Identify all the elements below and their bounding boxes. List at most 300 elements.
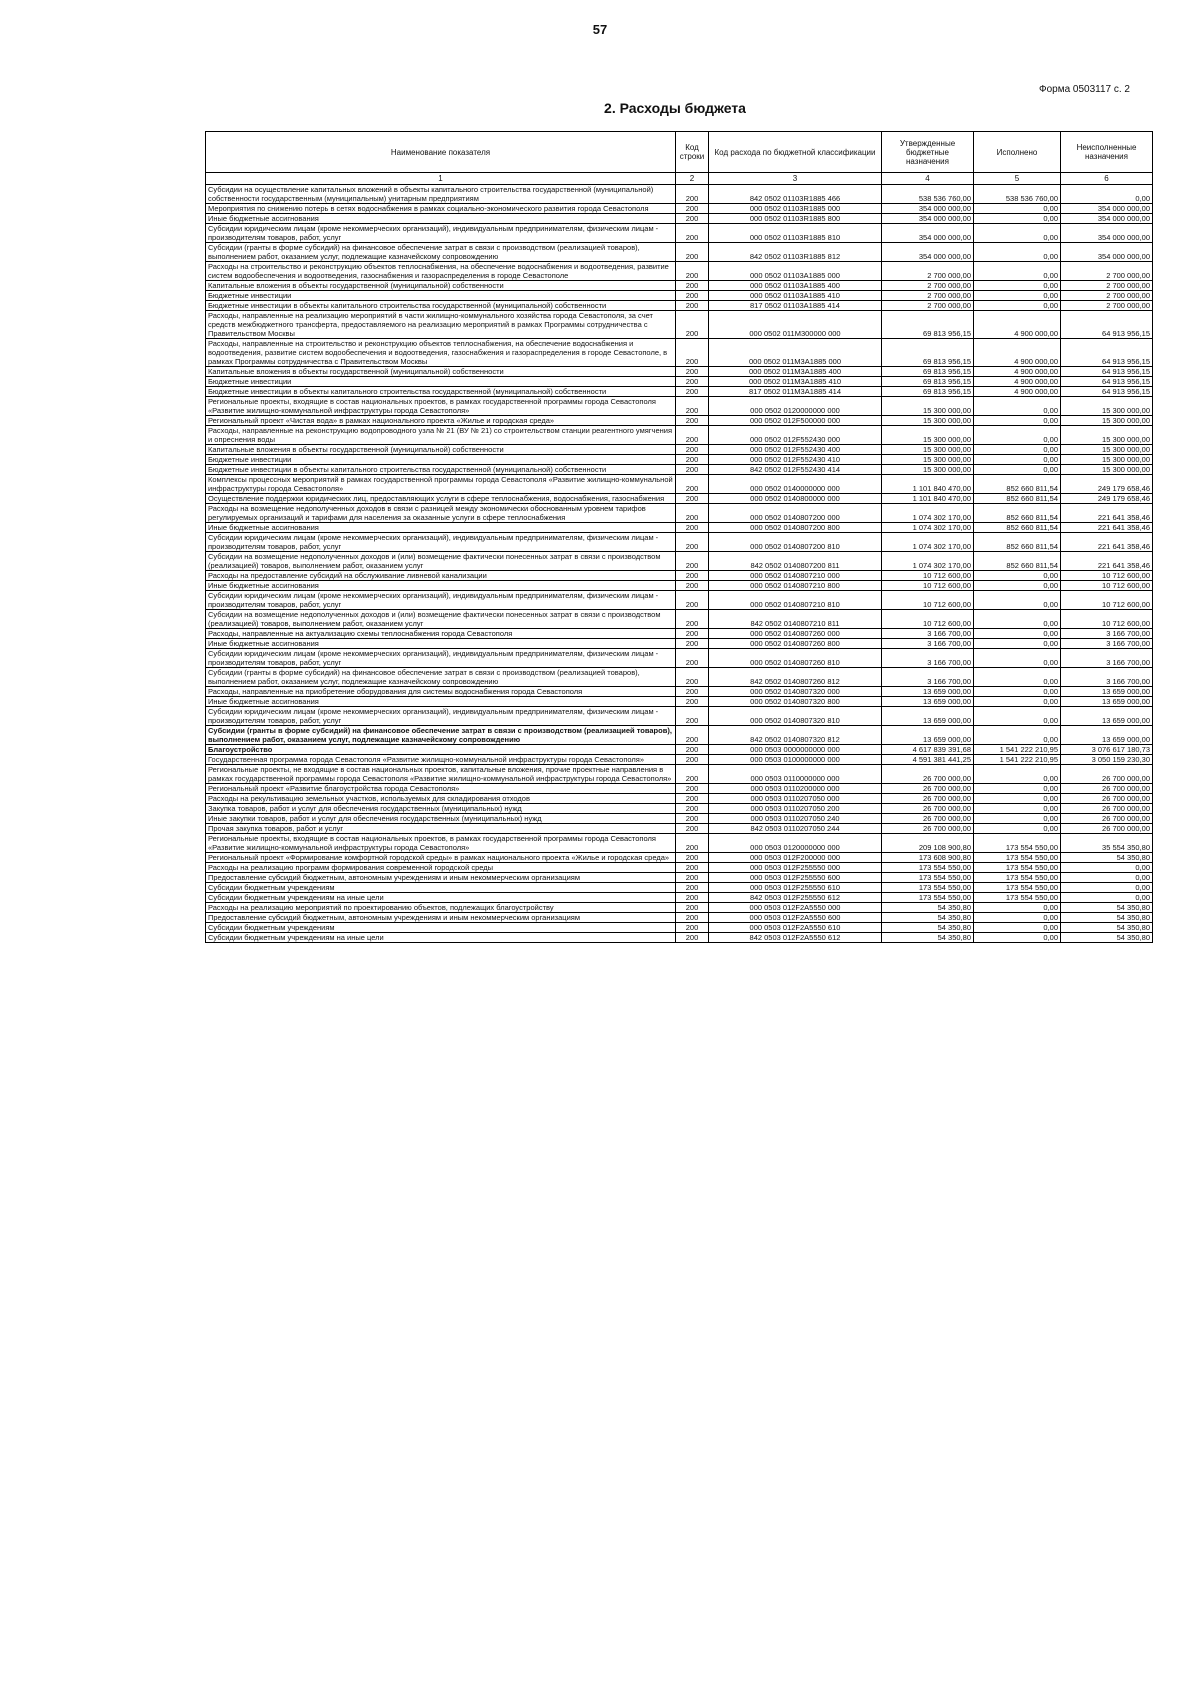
row-expense-code: 842 0502 0140807320 812 [709, 726, 882, 745]
table-row [206, 933, 1153, 943]
row-executed: 0,00 [974, 610, 1061, 629]
row-approved: 1 101 840 470,00 [882, 475, 974, 494]
row-line-code: 200 [676, 923, 709, 933]
column-number: 2 [676, 173, 709, 185]
row-executed: 0,00 [974, 291, 1061, 301]
header-expense-code: Код расхода по бюджетной классификации [709, 132, 882, 173]
table-row [206, 923, 1153, 933]
row-name: Расходы на реализацию программ формирования современной городской среды [206, 863, 676, 873]
table-row [206, 610, 1153, 629]
table-row [206, 863, 1153, 873]
row-approved: 69 813 956,15 [882, 311, 974, 339]
row-executed: 1 541 222 210,95 [974, 745, 1061, 755]
row-line-code: 200 [676, 814, 709, 824]
row-expense-code: 000 0503 012F200000 000 [709, 853, 882, 863]
row-executed: 0,00 [974, 591, 1061, 610]
row-executed: 0,00 [974, 455, 1061, 465]
row-executed: 0,00 [974, 465, 1061, 475]
row-approved: 173 554 550,00 [882, 893, 974, 903]
row-line-code: 200 [676, 397, 709, 416]
row-expense-code: 000 0502 011М3А1885 410 [709, 377, 882, 387]
row-unexecuted: 0,00 [1061, 883, 1153, 893]
row-expense-code: 000 0502 0140807200 810 [709, 533, 882, 552]
row-expense-code: 000 0503 012F2А5550 000 [709, 903, 882, 913]
table-row [206, 883, 1153, 893]
row-unexecuted: 2 700 000,00 [1061, 262, 1153, 281]
row-line-code: 200 [676, 903, 709, 913]
row-approved: 10 712 600,00 [882, 581, 974, 591]
row-name: Мероприятия по снижению потерь в сетях водоснабжения в рамках социально-экономического развития города Севастополя [206, 204, 676, 214]
row-name: Иные бюджетные ассигнования [206, 639, 676, 649]
row-unexecuted: 26 700 000,00 [1061, 814, 1153, 824]
row-line-code: 200 [676, 185, 709, 204]
row-unexecuted: 15 300 000,00 [1061, 426, 1153, 445]
row-line-code: 200 [676, 367, 709, 377]
row-line-code: 200 [676, 571, 709, 581]
row-executed: 0,00 [974, 214, 1061, 224]
row-name: Осуществление поддержки юридических лиц, предоставляющих услуги в сфере теплоснабжения, водоснабжения, газоснабжения [206, 494, 676, 504]
row-unexecuted: 26 700 000,00 [1061, 824, 1153, 834]
row-line-code: 200 [676, 629, 709, 639]
table-row [206, 794, 1153, 804]
row-approved: 26 700 000,00 [882, 824, 974, 834]
row-line-code: 200 [676, 863, 709, 873]
row-expense-code: 000 0502 01103R1885 000 [709, 204, 882, 214]
row-approved: 54 350,80 [882, 913, 974, 923]
table-row [206, 804, 1153, 814]
row-executed: 4 900 000,00 [974, 377, 1061, 387]
row-expense-code: 000 0502 0140800000 000 [709, 494, 882, 504]
row-name: Бюджетные инвестиции в объекты капитального строительства государственной (муниципальной) собственности [206, 387, 676, 397]
row-name: Иные закупки товаров, работ и услуг для обеспечения государственных (муниципальных) нужд [206, 814, 676, 824]
table-header-row [206, 132, 1153, 173]
row-line-code: 200 [676, 893, 709, 903]
row-name: Расходы на предоставление субсидий на обслуживание ливневой канализации [206, 571, 676, 581]
row-line-code: 200 [676, 639, 709, 649]
row-name: Благоустройство [206, 745, 676, 755]
row-expense-code: 817 0502 01103A1885 414 [709, 301, 882, 311]
row-name: Региональный проект «Формирование комфортной городской среды» в рамках национального проекта «Жилье и городская среда» [206, 853, 676, 863]
row-unexecuted: 0,00 [1061, 863, 1153, 873]
table-column-number-row [206, 173, 1153, 185]
row-approved: 54 350,80 [882, 933, 974, 943]
row-executed: 0,00 [974, 445, 1061, 455]
row-executed: 0,00 [974, 913, 1061, 923]
table-row [206, 726, 1153, 745]
row-line-code: 200 [676, 281, 709, 291]
row-name: Субсидии (гранты в форме субсидий) на финансовое обеспечение затрат в связи с производством (реализацией товаров), выполнением работ, оказанием услуг, подлежащие казначейскому сопровождению [206, 668, 676, 687]
table-row [206, 475, 1153, 494]
row-executed: 0,00 [974, 804, 1061, 814]
table-row [206, 224, 1153, 243]
row-line-code: 200 [676, 933, 709, 943]
row-unexecuted: 54 350,80 [1061, 903, 1153, 913]
table-row [206, 853, 1153, 863]
table-row [206, 814, 1153, 824]
row-approved: 173 608 900,80 [882, 853, 974, 863]
row-approved: 54 350,80 [882, 903, 974, 913]
row-expense-code: 000 0503 012F2А5550 610 [709, 923, 882, 933]
row-name: Субсидии бюджетным учреждениям [206, 883, 676, 893]
row-executed: 0,00 [974, 281, 1061, 291]
row-approved: 15 300 000,00 [882, 465, 974, 475]
table-row [206, 533, 1153, 552]
row-approved: 15 300 000,00 [882, 397, 974, 416]
row-expense-code: 000 0502 01103A1885 400 [709, 281, 882, 291]
row-unexecuted: 26 700 000,00 [1061, 804, 1153, 814]
row-executed: 173 554 550,00 [974, 834, 1061, 853]
row-expense-code: 842 0502 01103R1885 812 [709, 243, 882, 262]
row-line-code: 200 [676, 913, 709, 923]
table-row [206, 311, 1153, 339]
row-name: Расходы на возмещение недополученных доходов в связи с разницей между экономически обоснованным уровнем тарифов регулируемых организаций и тарифами для населения за оказанные услуги в сфере теплоснабжения [206, 504, 676, 523]
row-name: Бюджетные инвестиции в объекты капитального строительства государственной (муниципальной) собственности [206, 465, 676, 475]
table-row [206, 687, 1153, 697]
row-unexecuted: 0,00 [1061, 873, 1153, 883]
row-executed: 0,00 [974, 243, 1061, 262]
table-row [206, 581, 1153, 591]
row-line-code: 200 [676, 426, 709, 445]
table-row [206, 291, 1153, 301]
row-approved: 354 000 000,00 [882, 204, 974, 214]
row-approved: 173 554 550,00 [882, 873, 974, 883]
row-unexecuted: 10 712 600,00 [1061, 571, 1153, 581]
row-executed: 0,00 [974, 765, 1061, 784]
row-approved: 15 300 000,00 [882, 455, 974, 465]
row-executed: 0,00 [974, 814, 1061, 824]
row-expense-code: 000 0503 0110207050 200 [709, 804, 882, 814]
table-row [206, 834, 1153, 853]
row-unexecuted: 221 641 358,46 [1061, 533, 1153, 552]
row-line-code: 200 [676, 504, 709, 523]
row-unexecuted: 15 300 000,00 [1061, 397, 1153, 416]
row-name: Иные бюджетные ассигнования [206, 214, 676, 224]
table-row [206, 416, 1153, 426]
row-line-code: 200 [676, 765, 709, 784]
row-line-code: 200 [676, 581, 709, 591]
row-approved: 3 166 700,00 [882, 649, 974, 668]
row-name: Расходы на рекультивацию земельных участков, используемых для складирования отходов [206, 794, 676, 804]
table-row [206, 893, 1153, 903]
row-name: Иные бюджетные ассигнования [206, 697, 676, 707]
row-executed: 0,00 [974, 903, 1061, 913]
table-body [206, 185, 1153, 943]
row-unexecuted: 249 179 658,46 [1061, 475, 1153, 494]
table-row [206, 765, 1153, 784]
row-approved: 173 554 550,00 [882, 863, 974, 873]
row-expense-code: 000 0502 011М300000 000 [709, 311, 882, 339]
section-title: 2. Расходы бюджета [604, 100, 746, 116]
row-line-code: 200 [676, 784, 709, 794]
row-approved: 26 700 000,00 [882, 784, 974, 794]
row-line-code: 200 [676, 668, 709, 687]
row-executed: 0,00 [974, 697, 1061, 707]
row-executed: 852 660 811,54 [974, 494, 1061, 504]
row-name: Региональные проекты, входящие в состав национальных проектов, в рамках государственной программы города Севастополя «Развитие жилищно-коммунальной инфраструктуры города Севастополя» [206, 397, 676, 416]
table-row [206, 913, 1153, 923]
row-expense-code: 000 0502 012F552430 410 [709, 455, 882, 465]
row-executed: 0,00 [974, 397, 1061, 416]
row-unexecuted: 15 300 000,00 [1061, 465, 1153, 475]
row-unexecuted: 26 700 000,00 [1061, 765, 1153, 784]
row-line-code: 200 [676, 707, 709, 726]
row-name: Прочая закупка товаров, работ и услуг [206, 824, 676, 834]
row-executed: 173 554 550,00 [974, 893, 1061, 903]
expenses-table [205, 131, 1153, 943]
row-name: Субсидии на осуществление капитальных вложений в объекты капитального строительства государственной (муниципальной) собственности государственным (муниципальным) унитарным предприятиям [206, 185, 676, 204]
row-name: Субсидии бюджетным учреждениям на иные цели [206, 933, 676, 943]
row-executed: 0,00 [974, 262, 1061, 281]
row-expense-code: 817 0502 011М3А1885 414 [709, 387, 882, 397]
row-line-code: 200 [676, 224, 709, 243]
row-name: Расходы, направленные на строительство и реконструкцию объектов теплоснабжения, на обеспечение водоснабжения и водоотведения, развитие систем водообеспечения и водоотведения, газоснабжения и газораспределения в городе Севастополе, в рамках Программы сотрудничества с Правительством Москвы [206, 339, 676, 367]
row-line-code: 200 [676, 697, 709, 707]
row-name: Комплексы процессных мероприятий в рамках государственной программы города Севастополя «Развитие жилищно-коммунальной инфраструктуры города Севастополя» [206, 475, 676, 494]
row-name: Субсидии юридическим лицам (кроме некоммерческих организаций), индивидуальным предпринимателям, физическим лицам - производителям товаров, работ, услуг [206, 707, 676, 726]
row-approved: 2 700 000,00 [882, 262, 974, 281]
row-name: Расходы, направленные на реконструкцию водопроводного узла № 21 (ВУ № 21) со строительством станции реагентного умягчения и опреснения воды [206, 426, 676, 445]
row-executed: 0,00 [974, 581, 1061, 591]
table-row [206, 591, 1153, 610]
row-unexecuted: 54 350,80 [1061, 913, 1153, 923]
row-approved: 69 813 956,15 [882, 377, 974, 387]
table-row [206, 426, 1153, 445]
row-approved: 10 712 600,00 [882, 610, 974, 629]
row-executed: 0,00 [974, 794, 1061, 804]
column-number: 3 [709, 173, 882, 185]
row-executed: 4 900 000,00 [974, 339, 1061, 367]
table-row [206, 214, 1153, 224]
row-unexecuted: 3 166 700,00 [1061, 629, 1153, 639]
row-line-code: 200 [676, 465, 709, 475]
row-name: Капитальные вложения в объекты государственной (муниципальной) собственности [206, 445, 676, 455]
row-approved: 1 074 302 170,00 [882, 533, 974, 552]
table-row [206, 367, 1153, 377]
row-line-code: 200 [676, 416, 709, 426]
row-line-code: 200 [676, 301, 709, 311]
row-executed: 173 554 550,00 [974, 883, 1061, 893]
row-name: Региональные проекты, не входящие в состав национальных проектов, капитальные вложения, прочие проектные направления в рамках государственной программы города Севастополя «Развитие жилищно-коммунальной инфраструктуры города Севастополя» [206, 765, 676, 784]
table-row [206, 387, 1153, 397]
table-row [206, 745, 1153, 755]
column-number: 4 [882, 173, 974, 185]
row-approved: 3 166 700,00 [882, 629, 974, 639]
row-line-code: 200 [676, 804, 709, 814]
header-indicator-name: Наименование показателя [206, 132, 676, 173]
column-number: 5 [974, 173, 1061, 185]
table-row [206, 339, 1153, 367]
row-executed: 0,00 [974, 784, 1061, 794]
row-name: Субсидии юридическим лицам (кроме некоммерческих организаций), индивидуальным предпринимателям, физическим лицам - производителям товаров, работ, услуг [206, 224, 676, 243]
table-row [206, 494, 1153, 504]
row-executed: 0,00 [974, 824, 1061, 834]
row-expense-code: 000 0502 012F552430 400 [709, 445, 882, 455]
row-name: Субсидии на возмещение недополученных доходов и (или) возмещение фактически понесенных затрат в связи с производством (реализацией) товаров, выполнением работ, оказанием услуг [206, 610, 676, 629]
row-name: Субсидии (гранты в форме субсидий) на финансовое обеспечение затрат в связи с производством (реализацией товаров), выполнением работ, оказанием услуг, подлежащие казначейскому сопровождению [206, 726, 676, 745]
row-unexecuted: 354 000 000,00 [1061, 243, 1153, 262]
row-expense-code: 000 0503 012F255550 610 [709, 883, 882, 893]
row-line-code: 200 [676, 824, 709, 834]
row-unexecuted: 10 712 600,00 [1061, 610, 1153, 629]
row-expense-code: 000 0502 012F552430 000 [709, 426, 882, 445]
table-row [206, 873, 1153, 883]
row-line-code: 200 [676, 291, 709, 301]
row-executed: 0,00 [974, 224, 1061, 243]
row-expense-code: 000 0502 0140807210 800 [709, 581, 882, 591]
row-expense-code: 000 0502 0140807260 810 [709, 649, 882, 668]
row-executed: 852 660 811,54 [974, 533, 1061, 552]
form-code: Форма 0503117 с. 2 [1038, 84, 1130, 95]
row-line-code: 200 [676, 214, 709, 224]
table-row [206, 697, 1153, 707]
row-line-code: 200 [676, 552, 709, 571]
row-unexecuted: 35 554 350,80 [1061, 834, 1153, 853]
row-expense-code: 000 0503 0110207050 240 [709, 814, 882, 824]
row-approved: 354 000 000,00 [882, 243, 974, 262]
row-approved: 69 813 956,15 [882, 367, 974, 377]
table-row [206, 523, 1153, 533]
row-name: Бюджетные инвестиции [206, 455, 676, 465]
row-unexecuted: 2 700 000,00 [1061, 301, 1153, 311]
row-approved: 26 700 000,00 [882, 814, 974, 824]
row-expense-code: 842 0502 012F552430 414 [709, 465, 882, 475]
row-name: Региональный проект «Чистая вода» в рамках национального проекта «Жилье и городская среда» [206, 416, 676, 426]
row-unexecuted: 64 913 956,15 [1061, 377, 1153, 387]
row-executed: 0,00 [974, 668, 1061, 687]
row-line-code: 200 [676, 649, 709, 668]
row-line-code: 200 [676, 687, 709, 697]
table-row [206, 243, 1153, 262]
row-expense-code: 842 0503 012F2А5550 612 [709, 933, 882, 943]
row-approved: 173 554 550,00 [882, 883, 974, 893]
row-expense-code: 000 0502 01103A1885 410 [709, 291, 882, 301]
row-expense-code: 000 0502 0140807210 810 [709, 591, 882, 610]
table-row [206, 397, 1153, 416]
row-line-code: 200 [676, 873, 709, 883]
row-executed: 0,00 [974, 301, 1061, 311]
row-executed: 4 900 000,00 [974, 387, 1061, 397]
row-expense-code: 000 0503 012F255550 000 [709, 863, 882, 873]
row-name: Расходы на реализацию мероприятий по проектированию объектов, подлежащих благоустройству [206, 903, 676, 913]
row-line-code: 200 [676, 794, 709, 804]
row-approved: 354 000 000,00 [882, 224, 974, 243]
row-unexecuted: 54 350,80 [1061, 923, 1153, 933]
row-expense-code: 000 0502 012F500000 000 [709, 416, 882, 426]
row-approved: 4 617 839 391,68 [882, 745, 974, 755]
row-expense-code: 000 0503 0110000000 000 [709, 765, 882, 784]
row-executed: 1 541 222 210,95 [974, 755, 1061, 765]
row-unexecuted: 64 913 956,15 [1061, 339, 1153, 367]
row-approved: 3 166 700,00 [882, 668, 974, 687]
row-expense-code: 842 0502 0140807260 812 [709, 668, 882, 687]
row-expense-code: 000 0502 011М3А1885 000 [709, 339, 882, 367]
row-line-code: 200 [676, 455, 709, 465]
row-unexecuted: 0,00 [1061, 893, 1153, 903]
table-row [206, 455, 1153, 465]
row-name: Субсидии юридическим лицам (кроме некоммерческих организаций), индивидуальным предпринимателям, физическим лицам - производителям товаров, работ, услуг [206, 591, 676, 610]
row-unexecuted: 64 913 956,15 [1061, 367, 1153, 377]
row-unexecuted: 3 076 617 180,73 [1061, 745, 1153, 755]
row-line-code: 200 [676, 445, 709, 455]
row-unexecuted: 221 641 358,46 [1061, 523, 1153, 533]
table-row [206, 571, 1153, 581]
table-row [206, 204, 1153, 214]
row-expense-code: 842 0502 0140807200 811 [709, 552, 882, 571]
row-unexecuted: 15 300 000,00 [1061, 455, 1153, 465]
row-expense-code: 000 0503 0110200000 000 [709, 784, 882, 794]
table-row [206, 301, 1153, 311]
row-unexecuted: 26 700 000,00 [1061, 784, 1153, 794]
table-row [206, 262, 1153, 281]
row-approved: 209 108 900,80 [882, 834, 974, 853]
row-executed: 0,00 [974, 649, 1061, 668]
row-executed: 0,00 [974, 726, 1061, 745]
row-line-code: 200 [676, 387, 709, 397]
row-executed: 852 660 811,54 [974, 504, 1061, 523]
row-line-code: 200 [676, 494, 709, 504]
row-name: Предоставление субсидий бюджетным, автономным учреждениям и иным некоммерческим организациям [206, 873, 676, 883]
row-approved: 69 813 956,15 [882, 339, 974, 367]
header-executed: Исполнено [974, 132, 1061, 173]
row-expense-code: 000 0502 01103A1885 000 [709, 262, 882, 281]
table-row [206, 649, 1153, 668]
row-name: Бюджетные инвестиции в объекты капитального строительства государственной (муниципальной) собственности [206, 301, 676, 311]
row-approved: 1 074 302 170,00 [882, 504, 974, 523]
row-expense-code: 000 0502 0140807200 000 [709, 504, 882, 523]
row-line-code: 200 [676, 475, 709, 494]
row-line-code: 200 [676, 834, 709, 853]
row-unexecuted: 13 659 000,00 [1061, 707, 1153, 726]
row-executed: 0,00 [974, 687, 1061, 697]
row-executed: 0,00 [974, 707, 1061, 726]
row-executed: 4 900 000,00 [974, 311, 1061, 339]
row-expense-code: 842 0502 01103R1885 466 [709, 185, 882, 204]
row-unexecuted: 3 166 700,00 [1061, 639, 1153, 649]
row-executed: 0,00 [974, 571, 1061, 581]
table-row [206, 629, 1153, 639]
row-unexecuted: 26 700 000,00 [1061, 794, 1153, 804]
row-name: Бюджетные инвестиции [206, 377, 676, 387]
row-unexecuted: 15 300 000,00 [1061, 416, 1153, 426]
row-line-code: 200 [676, 853, 709, 863]
row-expense-code: 000 0502 0140000000 000 [709, 475, 882, 494]
row-unexecuted: 3 050 159 230,30 [1061, 755, 1153, 765]
row-approved: 1 074 302 170,00 [882, 523, 974, 533]
table-row [206, 668, 1153, 687]
row-unexecuted: 64 913 956,15 [1061, 311, 1153, 339]
page-number: 57 [592, 22, 608, 37]
row-unexecuted: 15 300 000,00 [1061, 445, 1153, 455]
row-name: Иные бюджетные ассигнования [206, 581, 676, 591]
row-name: Бюджетные инвестиции [206, 291, 676, 301]
row-unexecuted: 249 179 658,46 [1061, 494, 1153, 504]
row-approved: 354 000 000,00 [882, 214, 974, 224]
row-approved: 13 659 000,00 [882, 687, 974, 697]
row-approved: 538 536 760,00 [882, 185, 974, 204]
row-expense-code: 000 0502 0140807210 000 [709, 571, 882, 581]
row-expense-code: 842 0502 0140807210 811 [709, 610, 882, 629]
row-expense-code: 842 0503 012F255550 612 [709, 893, 882, 903]
row-unexecuted: 3 166 700,00 [1061, 649, 1153, 668]
table-row [206, 755, 1153, 765]
row-approved: 54 350,80 [882, 923, 974, 933]
row-line-code: 200 [676, 262, 709, 281]
row-executed: 538 536 760,00 [974, 185, 1061, 204]
row-name: Субсидии на возмещение недополученных доходов и (или) возмещение фактически понесенных затрат в связи с производством (реализацией) товаров, выполнением работ, оказанием услуг [206, 552, 676, 571]
column-number: 6 [1061, 173, 1153, 185]
row-unexecuted: 13 659 000,00 [1061, 697, 1153, 707]
row-line-code: 200 [676, 591, 709, 610]
